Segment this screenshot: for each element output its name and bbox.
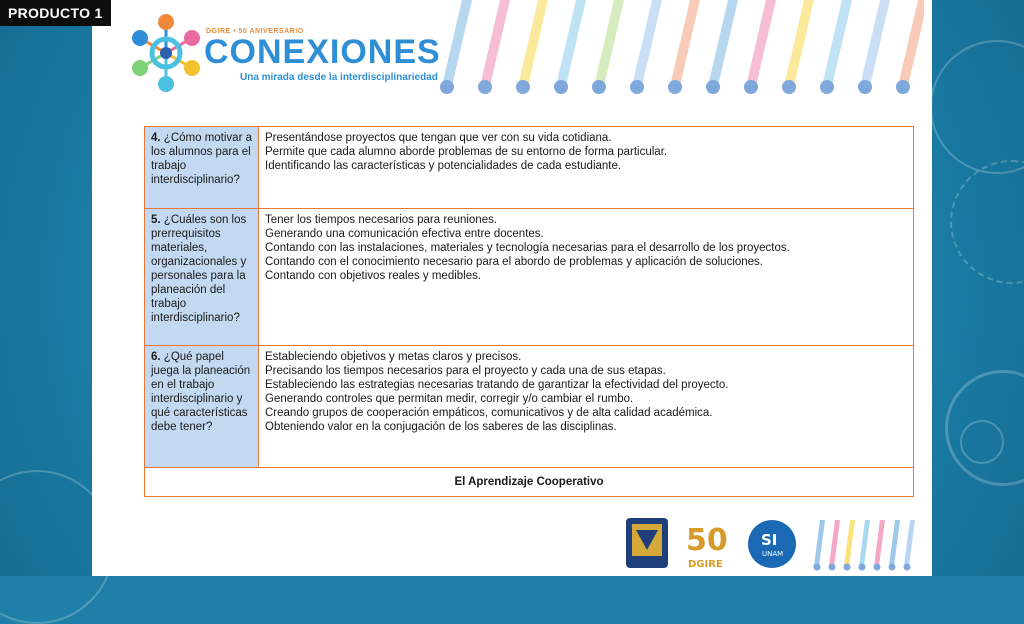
question-text: ¿Qué papel juega la planeación en el trabajo interdisciplinario y qué características debe tener? <box>151 351 251 433</box>
conexiones-logo-icon <box>128 10 204 96</box>
stripe-dot <box>858 80 872 94</box>
answer-cell <box>259 209 914 346</box>
mini-stripe-dot <box>844 564 851 571</box>
stripe-dot <box>896 80 910 94</box>
stripe-band <box>822 0 852 86</box>
stripe-dot <box>706 80 720 94</box>
question-text: ¿Cómo motivar a los alumnos para el trabajo interdisciplinario? <box>151 132 252 186</box>
answer-line: Creando grupos de cooperación empáticos, comunicativos y de alta calidad académica. <box>265 407 713 419</box>
table-row <box>145 346 914 468</box>
answer-line: Obteniendo valor en la conjugación de los saberes de las disciplinas. <box>265 421 617 433</box>
answer-line: Contando con objetivos reales y medibles. <box>265 270 482 282</box>
question-number: 5. <box>151 214 161 226</box>
stripe-dot <box>440 80 454 94</box>
answer-line: Identificando las características y potencialidades de cada estudiante. <box>265 160 622 172</box>
stripe-band <box>860 0 890 86</box>
mini-stripe <box>859 520 870 566</box>
mini-stripe <box>844 520 855 566</box>
answer-line: Permite que cada alumno aborde problemas de su entorno de forma particular. <box>265 146 668 158</box>
answer-line: Estableciendo las estrategias necesarias tratando de garantizar la efectividad del proyecto. <box>265 379 729 391</box>
mini-stripe-dot <box>904 564 911 571</box>
stripe-dot <box>668 80 682 94</box>
question-cell <box>145 346 259 468</box>
mini-stripe-dot <box>814 564 821 571</box>
si-label: SI <box>761 531 778 549</box>
answer-line: Generando una comunicación efectiva entre docentes. <box>265 228 544 240</box>
stripe-dot <box>478 80 492 94</box>
product-tag: PRODUCTO 1 <box>0 0 111 26</box>
table-row <box>145 209 914 346</box>
answer-line: Presentándose proyectos que tengan que ver con su vida cotidiana. <box>265 132 612 144</box>
stripe-band <box>556 0 586 86</box>
stripe-band <box>746 0 776 86</box>
stripe-dot <box>516 80 530 94</box>
question-number: 6. <box>151 351 161 363</box>
mini-stripe <box>814 520 825 566</box>
questions-table <box>144 126 914 497</box>
decor-ring <box>950 160 1024 284</box>
answer-line: Generando controles que permitan medir, corregir y/o cambiar el rumbo. <box>265 393 634 405</box>
mini-stripe-dot <box>889 564 896 571</box>
brand-subtitle: Una mirada desde la interdisciplinariedad <box>240 72 438 83</box>
brand-title: CONEXIONES <box>204 33 441 71</box>
stripe-band <box>898 0 924 86</box>
document-page <box>92 0 932 576</box>
stripe-dot <box>592 80 606 94</box>
dgire-50-logo-icon <box>686 523 728 570</box>
question-text: ¿Cuáles son los prerrequisitos materiales, organizacionales y personales para la planeación del trabajo interdisciplinario? <box>151 214 247 324</box>
stripe-dot <box>554 80 568 94</box>
answer-line: Tener los tiempos necesarios para reuniones. <box>265 214 498 226</box>
mini-stripe <box>874 520 885 566</box>
mini-stripe-dot <box>859 564 866 571</box>
table-row <box>145 127 914 209</box>
answer-line: Precisando los tiempos necesarios para el proyecto y cada una de sus etapas. <box>265 365 666 377</box>
mini-stripe-dot <box>829 564 836 571</box>
answer-cell <box>259 127 914 209</box>
stripe-dot <box>744 80 758 94</box>
stripe-dot <box>630 80 644 94</box>
answer-line: Contando con las instalaciones, materiales y tecnología necesarias para el desarrollo de los proyectos. <box>265 242 790 254</box>
mini-stripe <box>889 520 900 566</box>
stripe-dot <box>820 80 834 94</box>
question-number: 4. <box>151 132 161 144</box>
stripe-band <box>708 0 738 86</box>
mini-stripe <box>904 520 915 566</box>
stripe-dot <box>782 80 796 94</box>
question-cell <box>145 209 259 346</box>
unam-label: UNAM <box>762 550 784 558</box>
header-stripes-decoration <box>434 0 924 100</box>
dgire-label: DGIRE <box>688 559 723 570</box>
mini-stripe <box>829 520 840 566</box>
unam-crest-icon <box>626 518 668 568</box>
mini-stripes-icon <box>814 520 916 571</box>
answer-line: Estableciendo objetivos y metas claros y precisos. <box>265 351 522 363</box>
brand-anniversary: DGIRE • 50 ANIVERSARIO <box>206 28 304 35</box>
stripe-band <box>670 0 700 86</box>
stripe-band <box>480 0 510 86</box>
decor-ring <box>960 420 1004 464</box>
stripe-band <box>442 0 472 86</box>
mini-stripe-dot <box>874 564 881 571</box>
table-footer-row <box>145 468 914 497</box>
answer-cell <box>259 346 914 468</box>
stripe-band <box>784 0 814 86</box>
si-unam-logo-icon <box>748 520 796 568</box>
answer-line: Contando con el conocimiento necesario para el abordo de problemas y aplicación de soluciones. <box>265 256 764 268</box>
decor-ring <box>930 40 1024 174</box>
stripe-band <box>632 0 662 86</box>
question-cell <box>145 127 259 209</box>
stripe-band <box>594 0 624 86</box>
svg-text:50: 50 <box>686 523 728 558</box>
footer-logos <box>624 512 924 572</box>
table-footer-title: El Aprendizaje Cooperativo <box>145 468 914 497</box>
stripe-band <box>518 0 548 86</box>
